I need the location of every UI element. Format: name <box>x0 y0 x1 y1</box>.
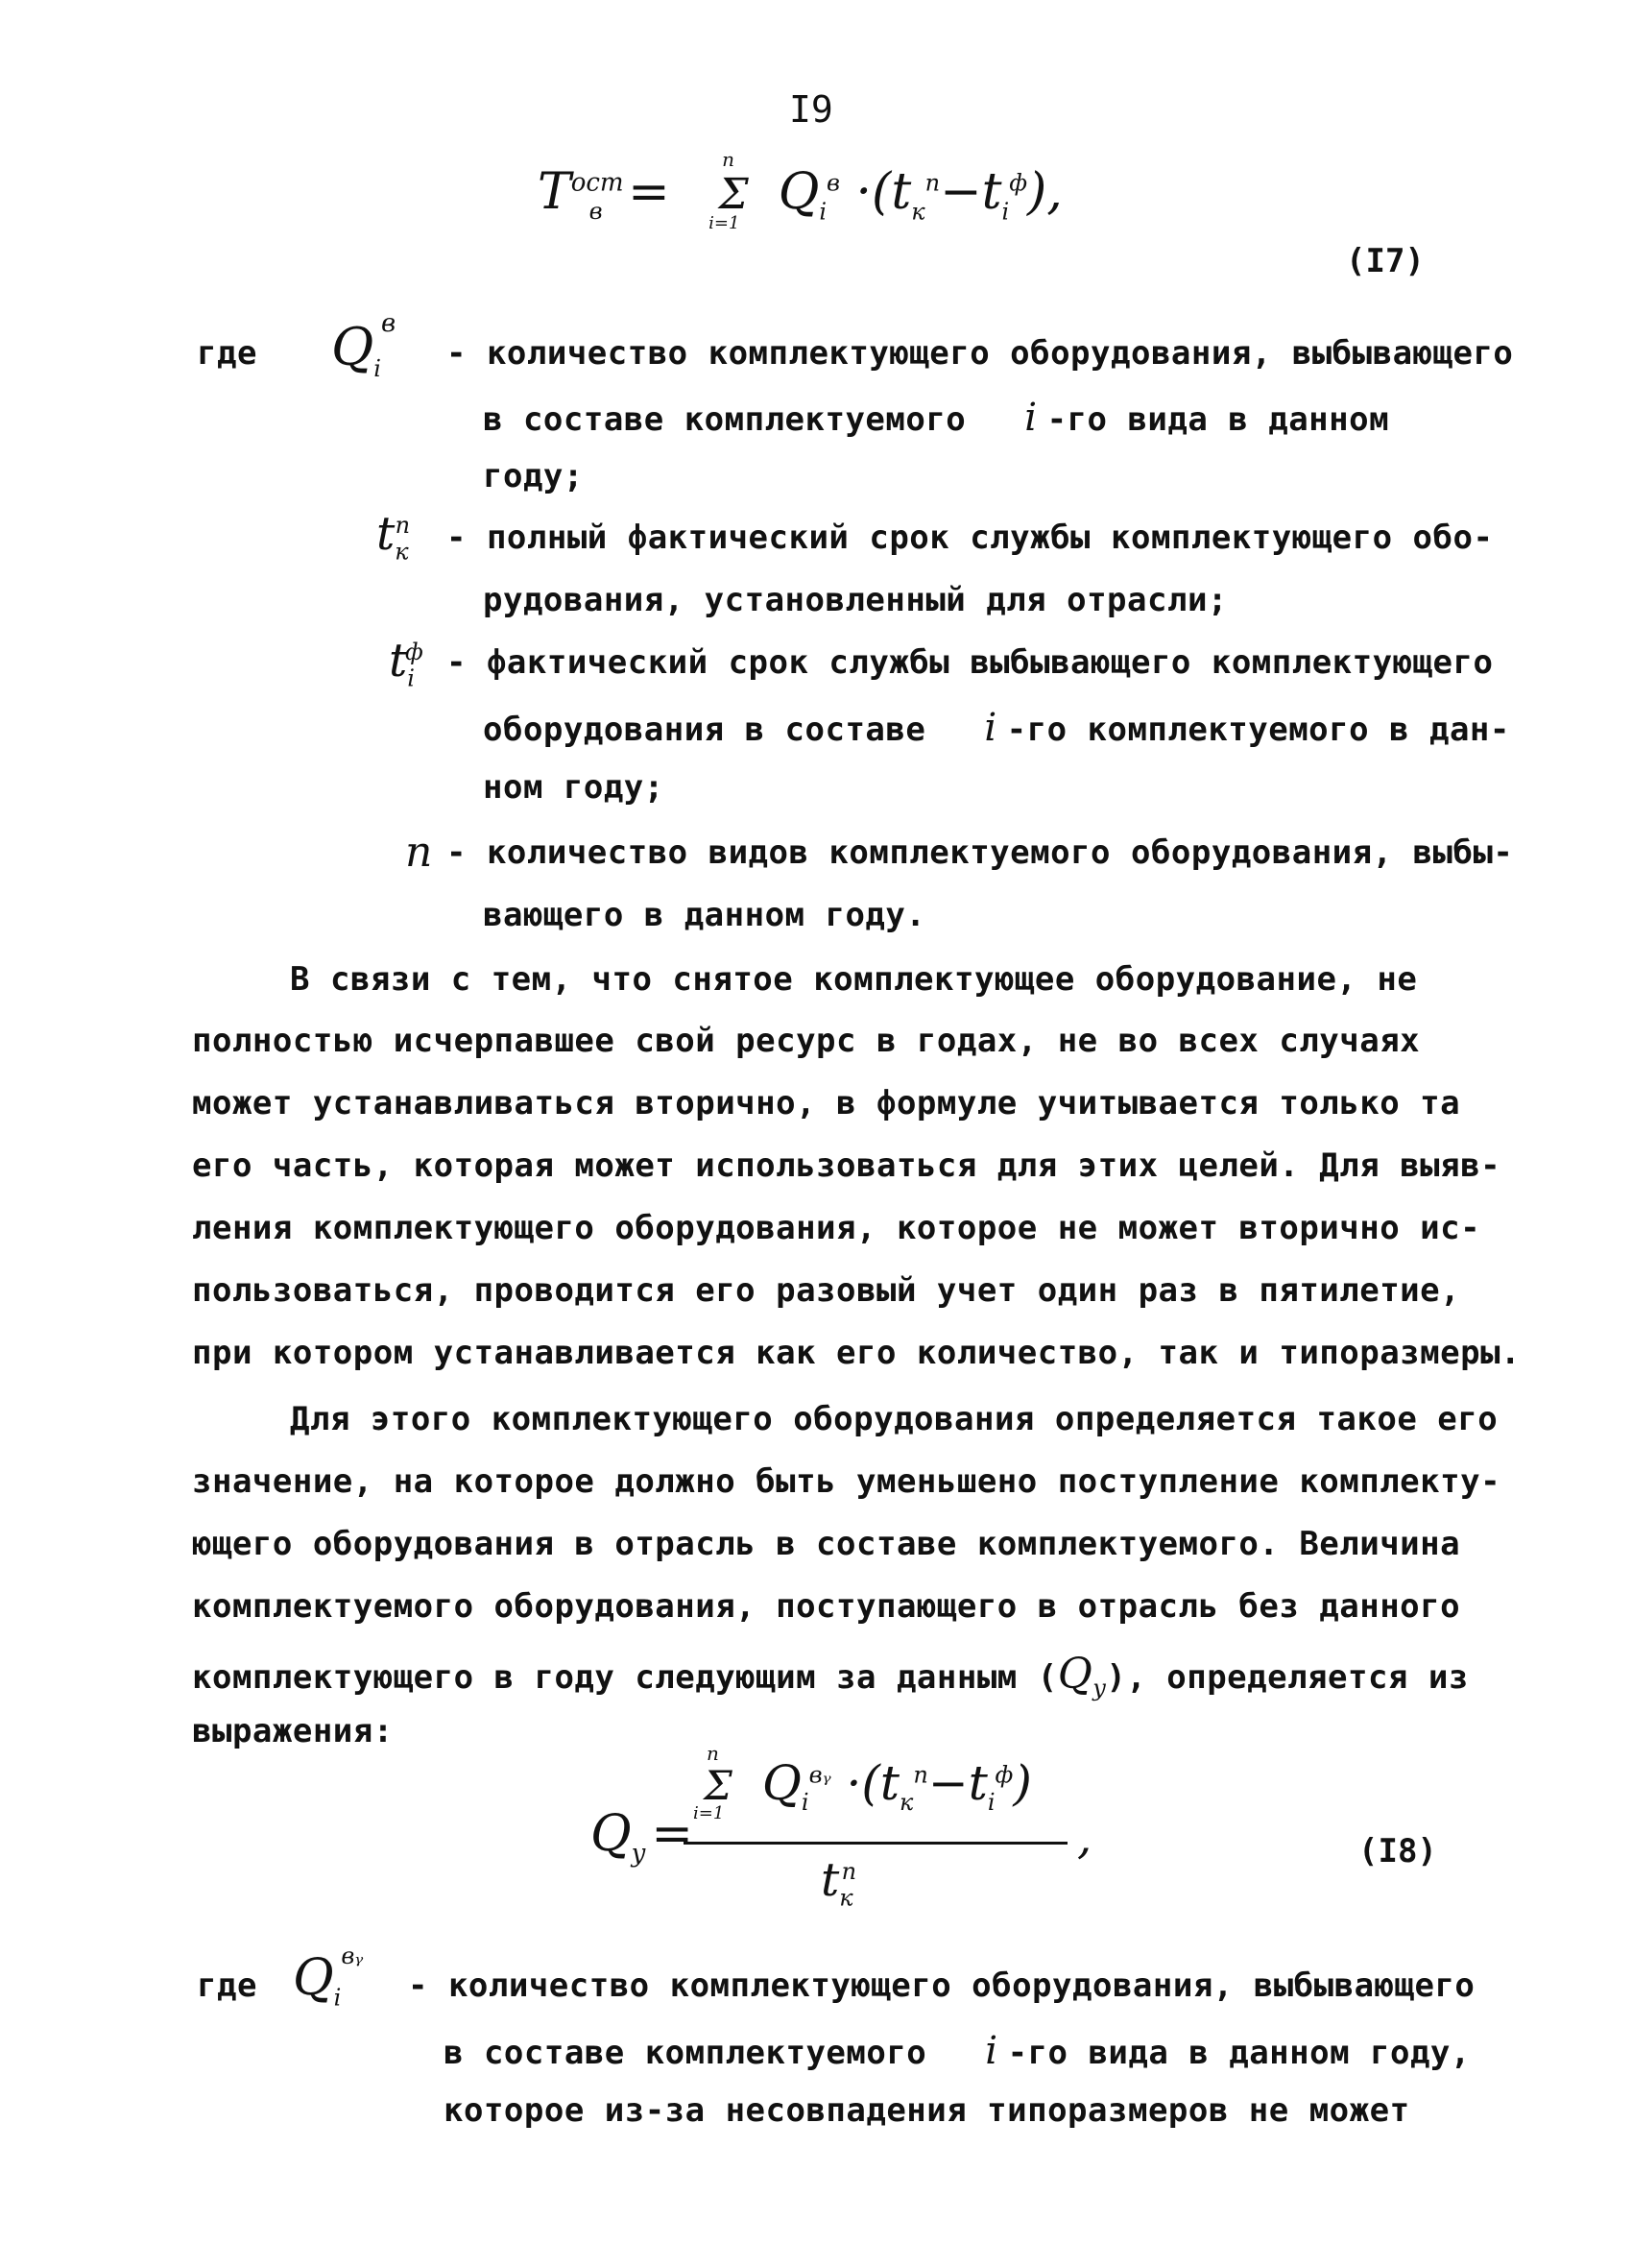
defs18-line2-i: i <box>985 2029 998 2073</box>
formula-17-equals: = <box>628 163 670 221</box>
defs17-n-line2: вающего в данном году. <box>483 896 926 934</box>
paragraph1-line5: ления комплектующего оборудования, которое не может вторично ис- <box>192 1209 1481 1247</box>
defs17-tf-line1: - фактический срок службы выбывающего комплектующего <box>446 643 1494 682</box>
defs17-tk: t <box>376 507 396 561</box>
formula-18-num-sub2: i <box>987 1789 996 1816</box>
paragraph1-line4: его часть, которая может использоваться для этих целей. Для выяв- <box>192 1146 1501 1185</box>
paragraph2-line3: ющего оборудования в отрасль в составе комплектуемого. Величина <box>192 1525 1461 1563</box>
paragraph2-line1: Для этого комплектующего оборудования определяется такое его <box>290 1400 1499 1438</box>
defs17-q-symbol <box>331 309 396 382</box>
formula-17-body-sub1: к <box>911 198 925 226</box>
paragraph1-line3: может устанавливаться вторично, в формуле учитывается только та <box>192 1084 1461 1122</box>
formula-18-num-close: ) <box>1013 1755 1032 1811</box>
defs17-q-line2 <box>483 396 1389 440</box>
defs18-q: Q <box>293 1949 334 2007</box>
defs17-q-sub: i <box>373 354 381 382</box>
defs18-q-sub: i <box>333 1984 342 2012</box>
formula-17-close: ), <box>1027 163 1063 221</box>
defs17-n-line1: - количество видов комплектуемого оборудования, выбы- <box>446 833 1514 872</box>
formula-18-num-sup2: ф <box>995 1761 1014 1789</box>
formula-17-sum-lower: i=1 <box>708 213 740 233</box>
defs17-q: Q <box>331 317 374 377</box>
formula-18-equals: = <box>651 1805 693 1863</box>
paragraph2-line4: комплектуемого оборудования, поступающего в отрасль без данного <box>192 1587 1461 1626</box>
formula-18-num-q-sub: i <box>801 1789 809 1816</box>
defs17-tf-sup: ф <box>404 639 423 665</box>
defs17-q-line2-a: в составе комплектуемого <box>483 400 967 439</box>
formula-18-lhs <box>590 1805 693 1868</box>
formula-18-sum-upper: n <box>707 1742 719 1765</box>
defs17-tf-line2-i: i <box>984 706 997 750</box>
paragraph2-line5 <box>192 1650 1469 1701</box>
formula-18-numerator <box>689 1742 1032 1823</box>
defs17-q-line1: - количество комплектующего оборудования, выбывающего <box>446 334 1514 373</box>
defs17-tk-sup: п <box>395 512 411 539</box>
formula-18-num-minus: −t <box>927 1755 988 1811</box>
defs17-tf-line2-a: оборудования в составе <box>483 711 926 749</box>
paragraph2-line5-q: Q <box>1057 1650 1093 1699</box>
paragraph2-line5-qsub: y <box>1092 1674 1107 1701</box>
formula-18-num-q: Q <box>761 1755 802 1811</box>
formula-18-num-body: ·(t <box>846 1755 900 1811</box>
defs17-tf-symbol <box>389 634 433 692</box>
formula-17-q-sub: i <box>819 198 828 226</box>
formula-17-body-sup1: п <box>924 169 941 197</box>
formula-18-number: (I8) <box>1358 1832 1437 1870</box>
formula-18-q-sub: y <box>631 1839 646 1869</box>
formula-17-lhs-sup: ост <box>570 168 624 198</box>
defs17-tf-sub: i <box>407 664 415 692</box>
paragraph2-line5-b: ), определяется из <box>1106 1658 1469 1697</box>
paragraph1-line2: полностью исчерпавшее свой ресурс в годах, не во всех случаях <box>192 1022 1421 1060</box>
defs18-line2-a: в составе комплектуемого <box>444 2034 927 2072</box>
defs18-q-sup: вᵧ <box>341 1942 364 1969</box>
formula-17-minus: −t <box>940 163 1002 221</box>
formula-17 <box>538 148 1063 233</box>
defs17-tf-line3: ном году; <box>483 768 664 807</box>
formula-18-denominator <box>821 1853 868 1912</box>
formula-17-body-sub2: i <box>1001 198 1010 226</box>
paragraph2-line5-a: комплектующего в году следующим за данным ( <box>192 1658 1058 1697</box>
formula-17-sum-symbol: Σ <box>718 170 749 219</box>
page-number: I9 <box>789 88 833 131</box>
formula-17-number: (I7) <box>1346 242 1425 280</box>
formula-17-body-sup2: ф <box>1009 169 1028 197</box>
defs17-tf-line2 <box>483 706 1510 750</box>
paragraph2-line2: значение, на которое должно быть уменьшено поступление комплекту- <box>192 1462 1501 1501</box>
formula-17-q-sup: в <box>827 169 840 197</box>
formula-18-num-q-sup: вᵧ <box>808 1761 831 1789</box>
defs17-where: где <box>197 334 257 373</box>
defs18-line1: - количество комплектующего оборудования, выбывающего <box>408 1966 1476 2005</box>
formula-17-sum <box>705 148 762 233</box>
formula-18-num-sub1: к <box>900 1789 914 1816</box>
formula-17-sum-upper: n <box>722 148 735 171</box>
defs18-line2 <box>444 2029 1471 2073</box>
defs17-tk-sub: к <box>395 538 409 566</box>
defs17-n-symbol: n <box>405 828 433 877</box>
formula-18-fraction-bar <box>684 1842 1068 1845</box>
formula-18-den-t: t <box>821 1853 840 1907</box>
formula-17-body: ·(t <box>855 163 912 221</box>
formula-17-lhs-sub: в <box>588 198 603 226</box>
defs17-tf-line2-b: -го комплектуемого в дан- <box>1006 711 1510 749</box>
defs17-q-line3: году; <box>483 457 584 495</box>
formula-18-sum-symbol: Σ <box>704 1762 732 1809</box>
paragraph1-line7: при котором устанавливается как его количество, так и типоразмеры. <box>192 1334 1522 1372</box>
defs18-line2-b: -го вида в данном году, <box>1007 2034 1471 2072</box>
paragraph1-line1: В связи с тем, что снятое комплектующее оборудование, не <box>290 960 1418 999</box>
formula-18-den-sub: к <box>839 1884 853 1912</box>
defs18-q-symbol <box>293 1942 364 2012</box>
defs17-tk-line2: рудования, установленный для отрасли; <box>483 581 1228 619</box>
defs17-tf: t <box>389 634 408 688</box>
formula-18-q: Q <box>590 1805 632 1863</box>
defs17-q-sup: в <box>380 309 396 338</box>
formula-18-num-sup1: п <box>913 1761 928 1789</box>
defs17-q-line2-i: i <box>1024 396 1038 440</box>
defs17-tk-symbol <box>376 507 423 566</box>
formula-18-den-sup: п <box>841 1858 857 1885</box>
formula-18-sum-lower: i=1 <box>693 1803 725 1823</box>
formula-17-q: Q <box>778 163 820 221</box>
defs18-line3: которое из-за несовпадения типоразмеров не может <box>444 2091 1410 2130</box>
paragraph1-line6: пользоваться, проводится его разовый учет один раз в пятилетие, <box>192 1271 1461 1310</box>
defs17-tk-line1: - полный фактический срок службы комплектующего обо- <box>446 519 1494 557</box>
defs17-q-line2-b: -го вида в данном <box>1046 400 1390 439</box>
defs18-where: где <box>197 1966 257 2005</box>
formula-17-lhs: T <box>538 163 571 221</box>
formula-18-comma: , <box>1077 1811 1092 1865</box>
paragraph2-line6: выражения: <box>192 1712 394 1750</box>
formula-18-sum <box>689 1742 747 1823</box>
